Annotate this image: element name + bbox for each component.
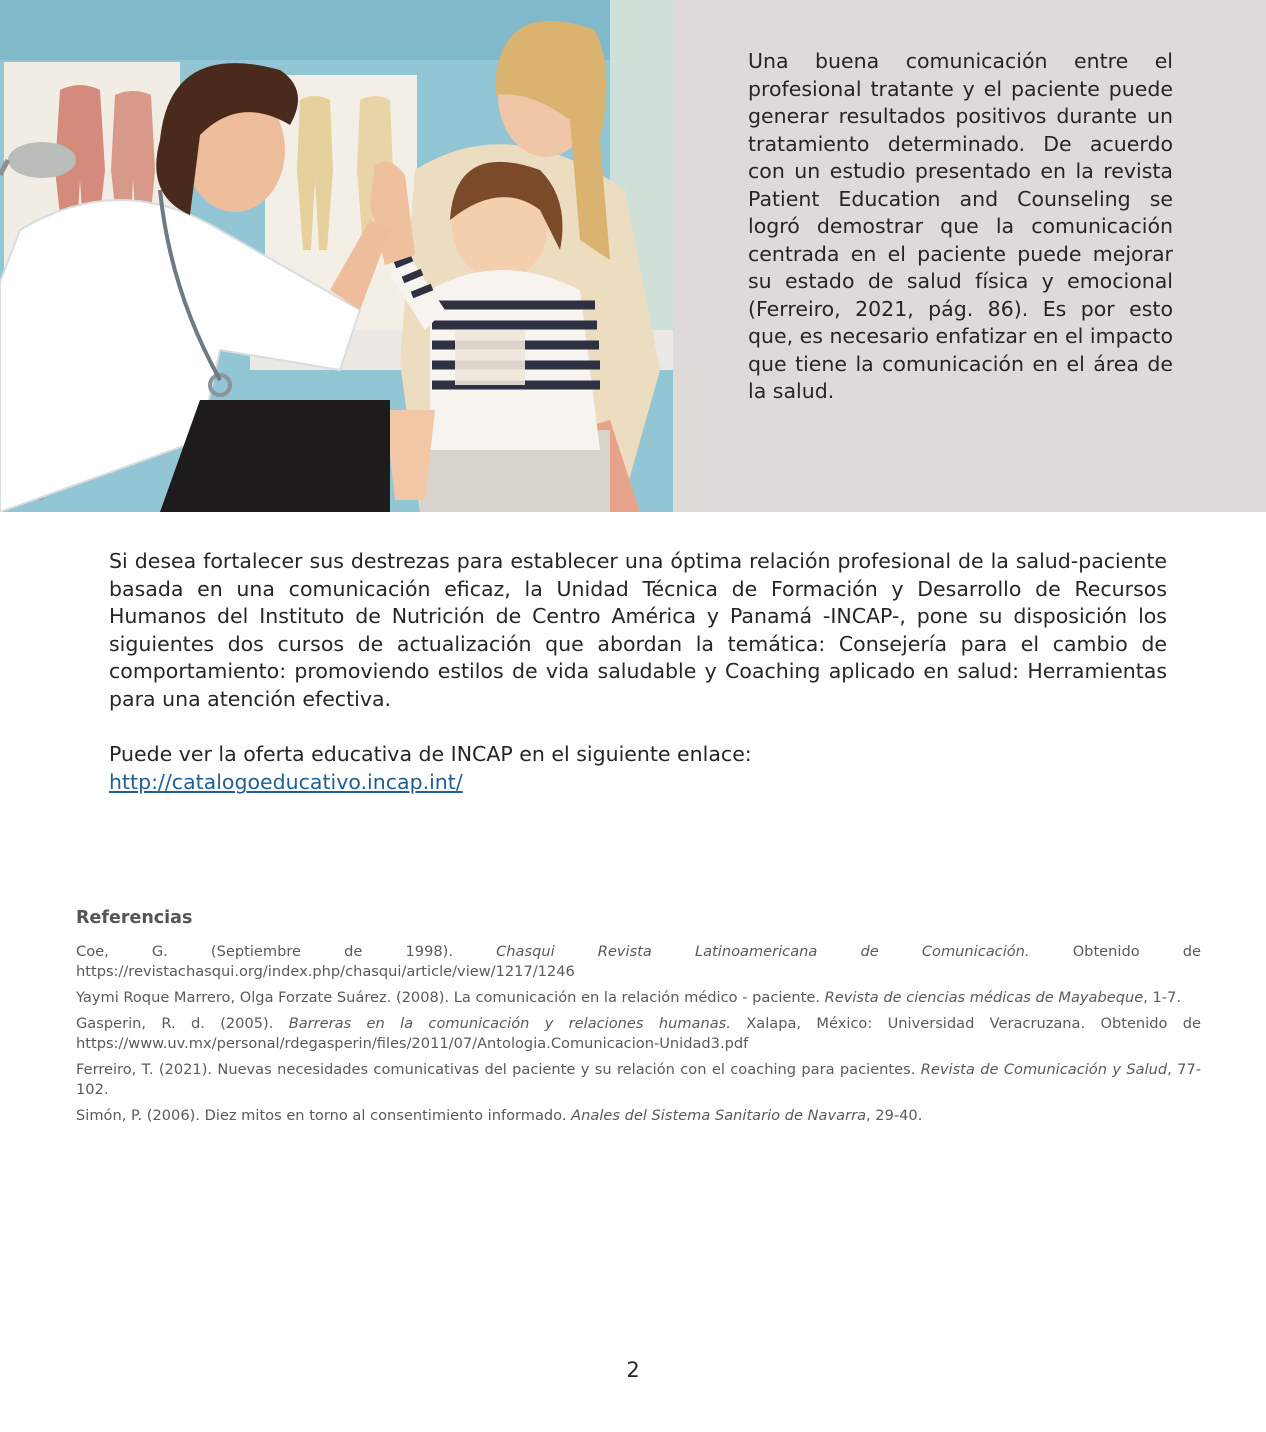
courses-paragraph: Si desea fortalecer sus destrezas para establecer una óptima relación profesional de la salud-paciente basada en una comunicación eficaz, la Unidad Técnica de Formación y Desarrollo de Recursos Humanos del Instituto de Nutrición de Centro América y Panamá -INCAP-, pone su disposición los siguientes dos cursos de actualización que abordan la temática: Consejería para el cambio de comportamiento: promoviendo estilos de vida saludable y Coaching aplicado en salud: Herramientas para una atención efectiva. — [109, 549, 1167, 711]
offer-text: Puede ver la oferta educativa de INCAP en el siguiente enlace: — [109, 742, 752, 766]
reference-item: Simón, P. (2006). Diez mitos en torno al consentimiento informado. Anales del Sistema Sanitario de Navarra, 29-40. — [76, 1107, 923, 1124]
catalog-link[interactable]: http://catalogoeducativo.incap.int/ — [109, 770, 463, 794]
hero-section — [0, 0, 1266, 512]
reference-item: Gasperin, R. d. (2005). Barreras en la comunicación y relaciones humanas. Xalapa, México: Universidad Veracruzana. Obtenido de https://www.uv.mx/personal/rdegasperin/files/2011/07/Antologia.Comunicacion-Unidad3.pdf — [76, 1015, 1202, 1052]
references-section — [76, 908, 1201, 1132]
references-title: Referencias — [76, 908, 193, 928]
page-number: 2 — [626, 1358, 640, 1382]
reference-item: Coe, G. (Septiembre de 1998). Chasqui Revista Latinoamericana de Comunicación. Obtenido de https://revistachasqui.org/index.php/chasqui/article/view/1217/1246 — [76, 943, 1202, 980]
doctor-child-high-five-photo — [0, 0, 673, 512]
intro-paragraph: Una buena comunicación entre el profesional tratante y el paciente puede generar resultados positivos durante un tratamiento determinado. De acuerdo con un estudio presentado en la revista Patient Education and Counseling se logró demostrar que la comunicación centrada en el paciente puede mejorar su estado de salud física y emocional (Ferreiro, 2021, pág. 86). Es por esto que, es necesario enfatizar en el impacto que tiene la comunicación en el área de la salud. — [748, 49, 1173, 403]
reference-item: Ferreiro, T. (2021). Nuevas necesidades comunicativas del paciente y su relación con el coaching para pacientes. Revista de Comunicación y Salud, 77-102. — [76, 1061, 1201, 1098]
offer-section — [109, 740, 1167, 796]
reference-item: Yaymi Roque Marrero, Olga Forzate Suárez. (2008). La comunicación en la relación médico - paciente. Revista de ciencias médicas de Mayabeque, 1-7. — [76, 989, 1181, 1006]
